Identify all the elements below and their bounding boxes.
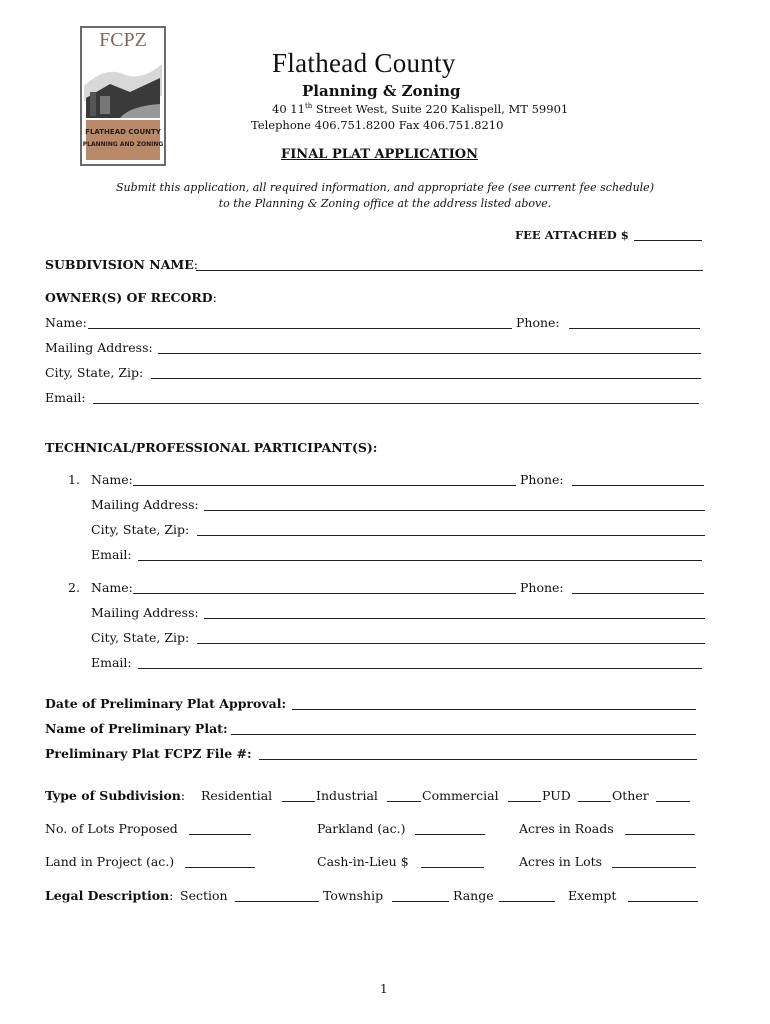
type-industrial-label: Industrial: [316, 788, 378, 803]
subdivision-type-label: [45, 788, 185, 803]
owner-city-label: City, State, Zip:: [45, 365, 144, 380]
cash-in-lieu-label: Cash-in-Lieu $: [317, 854, 409, 869]
subdivision-name-field[interactable]: [196, 270, 703, 271]
page-subtitle: Planning & Zoning: [302, 82, 461, 100]
type-other-field[interactable]: [656, 801, 690, 802]
type-commercial-field[interactable]: [508, 801, 541, 802]
acres-roads-field[interactable]: [625, 834, 695, 835]
logo-line1-text: FLATHEAD COUNTY: [85, 128, 161, 136]
participant-1-mailing-label: Mailing Address:: [91, 497, 199, 512]
participant-2-email-label: Email:: [91, 655, 132, 670]
lots-proposed-field[interactable]: [189, 834, 251, 835]
address-sup: th: [304, 102, 313, 111]
technical-participants-label: TECHNICAL/PROFESSIONAL PARTICIPANT(S):: [45, 440, 378, 455]
owner-phone-field[interactable]: [569, 328, 700, 329]
logo-line2-text: PLANNING AND ZONING: [82, 141, 164, 148]
participant-1-mailing-field[interactable]: [204, 510, 705, 511]
type-residential-field[interactable]: [282, 801, 315, 802]
participant-1-email-label: Email:: [91, 547, 132, 562]
participant-1-phone-field[interactable]: [572, 485, 704, 486]
owner-email-field[interactable]: [93, 403, 699, 404]
fee-attached-label: FEE ATTACHED $: [515, 228, 629, 242]
instructions-line-1: Submit this application, all required information, and appropriate fee (see current fee schedule): [116, 181, 654, 194]
type-industrial-field[interactable]: [387, 801, 421, 802]
prelim-name-field[interactable]: [231, 734, 696, 735]
type-pud-field[interactable]: [578, 801, 611, 802]
land-in-project-field[interactable]: [185, 867, 255, 868]
land-in-project-label: Land in Project (ac.): [45, 854, 175, 869]
participant-1-city-field[interactable]: [197, 535, 705, 536]
township-field[interactable]: [392, 901, 449, 902]
township-label: Township: [323, 888, 384, 903]
prelim-name-label: Name of Preliminary Plat:: [45, 721, 228, 736]
participant-1-number: 1.: [68, 472, 80, 487]
participant-2-email-field[interactable]: [138, 668, 702, 669]
office-address: [272, 102, 568, 116]
participant-1-email-field[interactable]: [138, 560, 702, 561]
owner-mailing-label: Mailing Address:: [45, 340, 153, 355]
acres-lots-label: Acres in Lots: [519, 854, 603, 869]
subdivision-name-label: [45, 257, 198, 272]
range-field[interactable]: [499, 901, 555, 902]
acres-roads-label: Acres in Roads: [519, 821, 614, 836]
subdivision-type-text: Type of Subdivision: [45, 788, 181, 803]
lots-proposed-label: No. of Lots Proposed: [45, 821, 178, 836]
address-prefix: 40 11: [272, 102, 305, 116]
participant-2-number: 2.: [68, 580, 80, 595]
owner-email-label: Email:: [45, 390, 86, 405]
type-other-label: Other: [612, 788, 649, 803]
participant-2-phone-label: Phone:: [520, 580, 564, 595]
page-number: 1: [380, 982, 388, 996]
type-pud-label: PUD: [542, 788, 571, 803]
page-title: Flathead County: [272, 48, 456, 78]
subdivision-colon: :: [193, 257, 198, 272]
subdivision-type-colon: :: [180, 788, 186, 803]
section-label: Section: [180, 888, 228, 903]
subdivision-name-text: SUBDIVISION NAME: [45, 257, 194, 272]
parkland-field[interactable]: [415, 834, 485, 835]
type-commercial-label: Commercial: [422, 788, 499, 803]
exempt-field[interactable]: [628, 901, 698, 902]
participant-2-city-field[interactable]: [197, 643, 705, 644]
prelim-file-label: Preliminary Plat FCPZ File #:: [45, 746, 252, 761]
prelim-file-field[interactable]: [259, 759, 697, 760]
exempt-label: Exempt: [568, 888, 617, 903]
type-residential-label: Residential: [201, 788, 273, 803]
participant-1-city-label: City, State, Zip:: [91, 522, 190, 537]
legal-description-colon: :: [169, 888, 174, 903]
parkland-label: Parkland (ac.): [317, 821, 406, 836]
participant-2-city-label: City, State, Zip:: [91, 630, 190, 645]
participant-1-name-field[interactable]: [133, 485, 516, 486]
instructions-line-2: to the Planning & Zoning office at the address listed above.: [218, 197, 552, 210]
acres-lots-field[interactable]: [612, 867, 696, 868]
fee-attached-field[interactable]: [634, 240, 702, 241]
prelim-approval-label: Date of Preliminary Plat Approval:: [45, 696, 287, 711]
range-label: Range: [453, 888, 494, 903]
owners-colon: :: [212, 290, 217, 305]
prelim-approval-field[interactable]: [292, 709, 696, 710]
address-rest: Street West, Suite 220 Kalispell, MT 59901: [312, 102, 569, 116]
owners-text: OWNER(S) OF RECORD: [45, 290, 213, 305]
owners-label: [45, 290, 217, 305]
section-field[interactable]: [235, 901, 319, 902]
participant-1-phone-label: Phone:: [520, 472, 564, 487]
participant-2-name-field[interactable]: [133, 593, 516, 594]
participant-2-mailing-field[interactable]: [204, 618, 705, 619]
participant-2-phone-field[interactable]: [572, 593, 704, 594]
participant-2-name-label: Name:: [91, 580, 133, 595]
legal-description-label: [45, 888, 173, 903]
logo-fcpz-text: FCPZ: [99, 29, 147, 51]
owner-city-field[interactable]: [151, 378, 701, 379]
office-phone-fax: Telephone 406.751.8200 Fax 406.751.8210: [251, 118, 504, 132]
owner-mailing-field[interactable]: [158, 353, 701, 354]
fcpz-logo: [80, 26, 166, 166]
participant-2-mailing-label: Mailing Address:: [91, 605, 199, 620]
owner-phone-label: Phone:: [516, 315, 560, 330]
form-title: FINAL PLAT APPLICATION: [281, 147, 478, 162]
participant-1-name-label: Name:: [91, 472, 133, 487]
owner-name-field[interactable]: [88, 328, 512, 329]
cash-in-lieu-field[interactable]: [421, 867, 484, 868]
owner-name-label: Name:: [45, 315, 87, 330]
legal-description-text: Legal Description: [45, 888, 170, 903]
